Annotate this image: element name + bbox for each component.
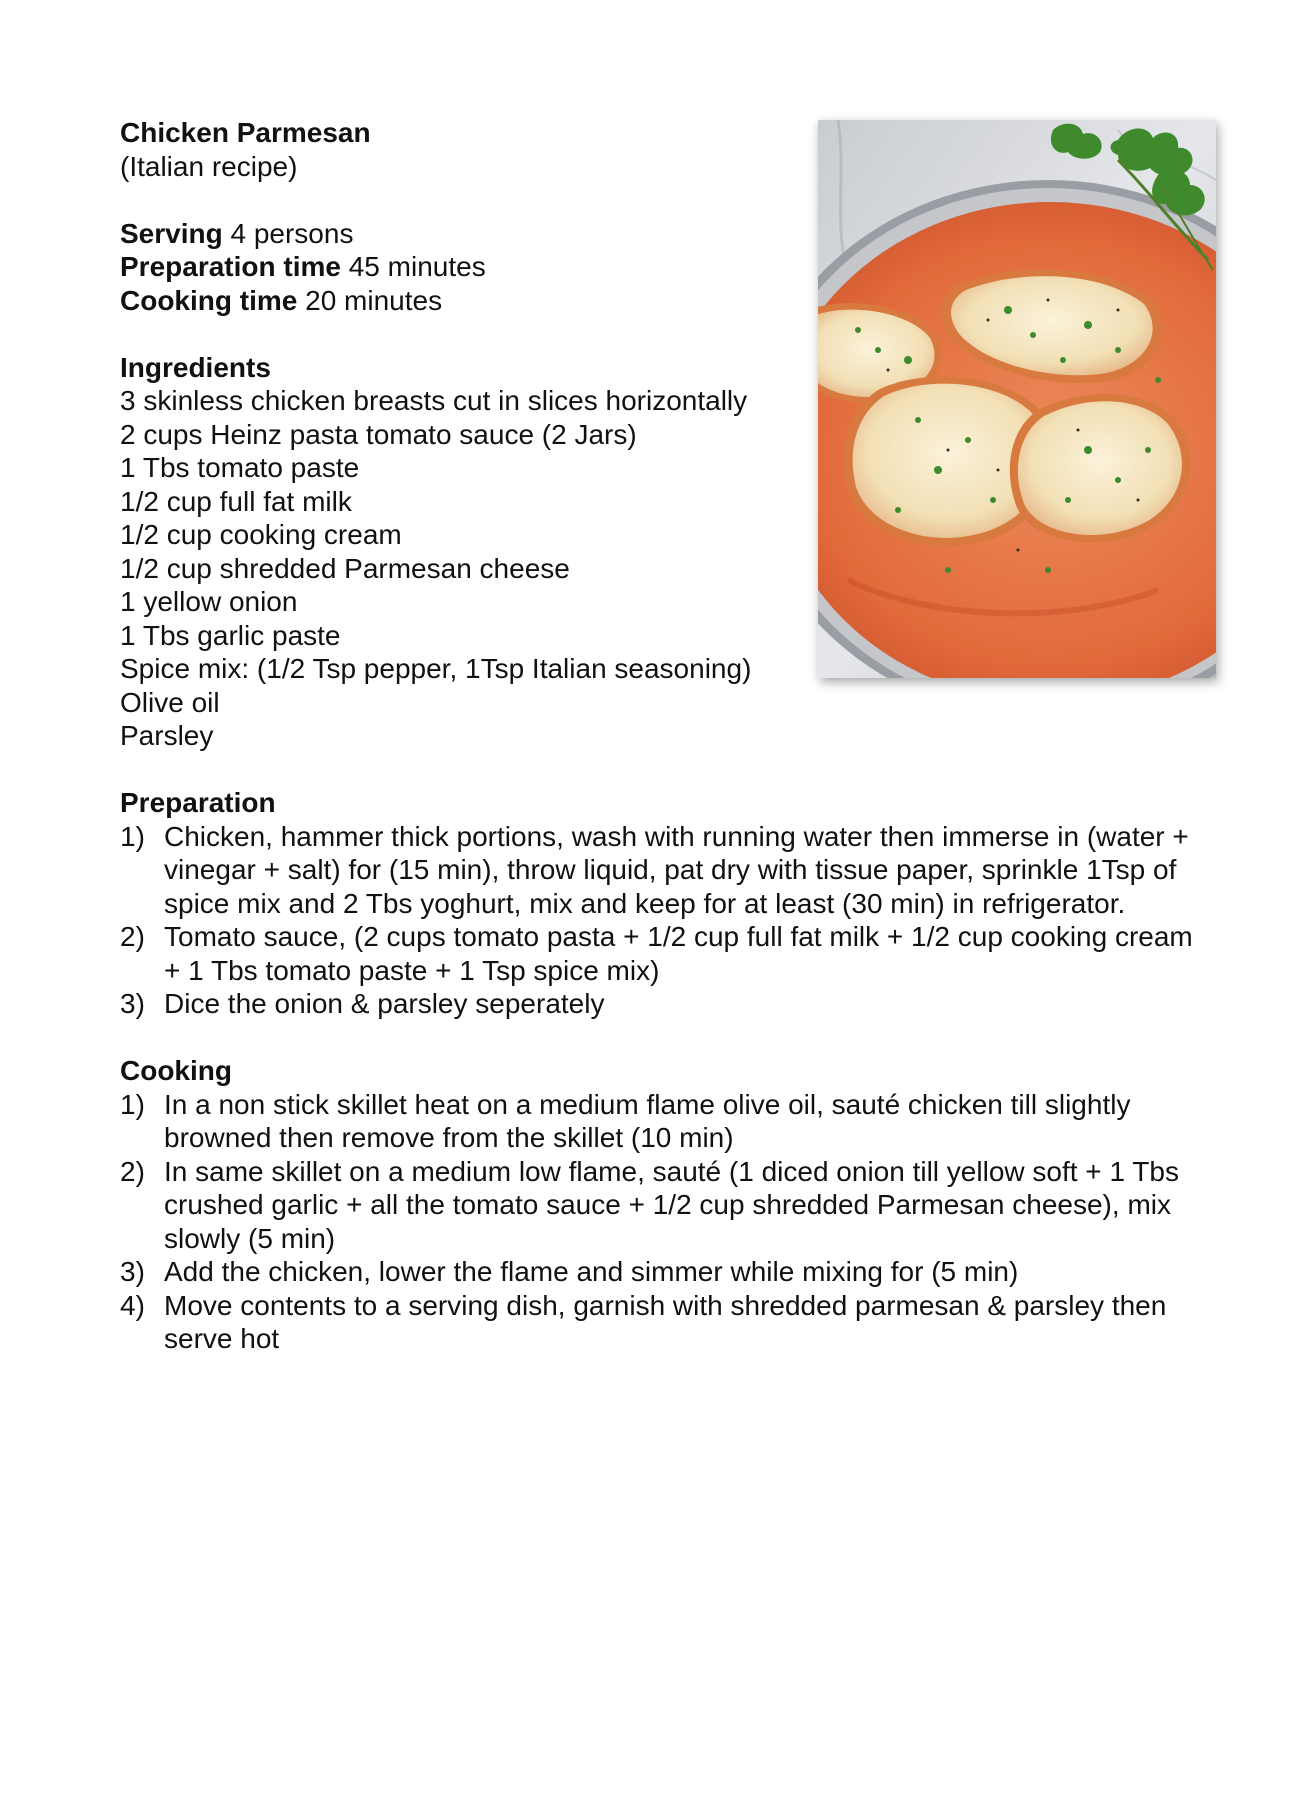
cooking-steps (120, 1088, 1200, 1356)
cooking-step (120, 1289, 1204, 1356)
preparation-heading: Preparation (120, 787, 276, 818)
cook-time-value: 20 minutes (297, 284, 443, 316)
serving-value: 4 persons (222, 217, 354, 249)
preparation-step (120, 920, 1204, 987)
ingredient-item: Spice mix: (1/2 Tsp pepper, 1Tsp Italian seasoning) (120, 653, 752, 684)
prep-time-value: 45 minutes (340, 251, 486, 282)
ingredient-item: 1/2 cup full fat milk (120, 485, 352, 517)
ingredient-item: 1 Tbs tomato paste (120, 452, 360, 483)
serving-label: Serving (120, 217, 223, 249)
step-number: 3) (120, 988, 145, 1019)
ingredient-item: 1/2 cup cooking cream (120, 519, 402, 550)
step-text: Dice the onion & parsley seperately (164, 988, 605, 1019)
step-number: 1) (120, 1088, 145, 1120)
recipe-subtitle: (Italian recipe) (120, 150, 298, 182)
ingredient-item: 1 yellow onion (120, 586, 298, 617)
step-number: 4) (120, 1289, 145, 1321)
cooking-step (120, 1255, 1204, 1289)
step-number: 2) (120, 921, 145, 952)
step-number: 1) (120, 820, 145, 852)
cooking-heading: Cooking (120, 1055, 232, 1086)
ingredient-item: 1/2 cup shredded Parmesan cheese (120, 552, 570, 584)
dish-photo (818, 120, 1216, 678)
step-text: Tomato sauce, (2 cups tomato pasta + 1/2 cup full fat milk + 1/2 cup cooking cream + 1 Tbs tomato paste + 1 Tsp spice mix) (164, 921, 1193, 986)
cooking-step (120, 1155, 1204, 1256)
preparation-step (120, 820, 1204, 921)
cooking-step (120, 1088, 1204, 1155)
ingredient-item: Parsley (120, 720, 214, 751)
recipe-title: Chicken Parmesan (120, 117, 371, 148)
preparation-steps (120, 820, 1200, 1021)
prep-time-label: Preparation time (120, 251, 341, 282)
step-text: Chicken, hammer thick portions, wash with running water then immerse in (water + vinegar + salt) for (15 min), throw liquid, pat dry with tissue paper, sprinkle 1Tsp of spice mix and 2 Tbs yoghurt, mix and keep for at least (30 min) in refrigerator. (164, 820, 1189, 919)
ingredient-item: 3 skinless chicken breasts cut in slices horizontally (120, 385, 748, 416)
ingredient-item: 1 Tbs garlic paste (120, 619, 341, 651)
step-text: In a non stick skillet heat on a medium flame olive oil, sauté chicken till slightly browned then remove from the skillet (10 min) (164, 1088, 1131, 1153)
step-text: In same skillet on a medium low flame, sauté (1 diced onion till yellow soft + 1 Tbs crushed garlic + all the tomato sauce + 1/2 cup shredded Parmesan cheese), mix slowly (5 min) (164, 1155, 1179, 1254)
step-text: Move contents to a serving dish, garnish with shredded parmesan & parsley then serve hot (164, 1289, 1167, 1354)
preparation-step (120, 987, 1204, 1021)
cook-time-label: Cooking time (120, 284, 298, 316)
ingredient-item: Olive oil (120, 686, 220, 718)
ingredient-item: 2 cups Heinz pasta tomato sauce (2 Jars) (120, 418, 637, 450)
ingredients-heading: Ingredients (120, 351, 271, 383)
step-number: 3) (120, 1256, 145, 1287)
step-text: Add the chicken, lower the flame and simmer while mixing for (5 min) (164, 1256, 1019, 1287)
step-number: 2) (120, 1155, 145, 1187)
